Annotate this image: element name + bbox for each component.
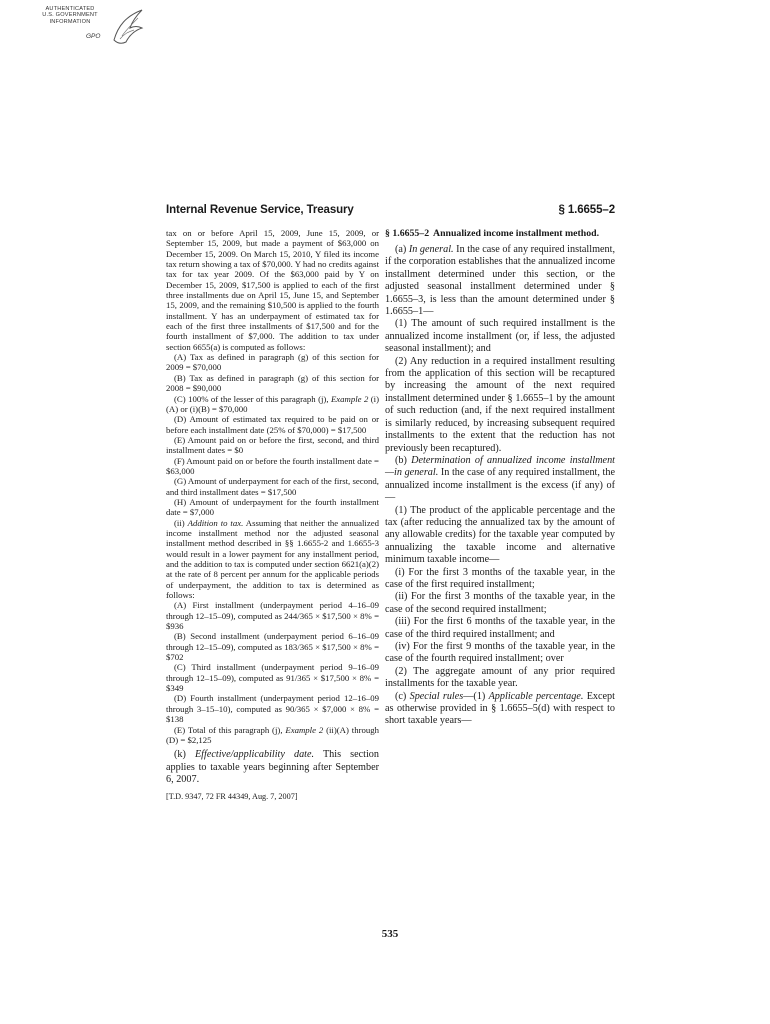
paragraph: tax on or before April 15, 2009, June 15, 2009, or September 15, 2009, but made a payment of $63,000 on December 15, 2009. On March 15, 2010, Y filed its income tax return showing a tax of $70,000. Y had no credits against tax for tax year 2009. Of the $63,000 paid by Y on December 15, 2009, $17,500 is applied to each of the first three installments due on April 15, June 15, and September 15, 2009, and the remaining $10,500 is applied to the fourth installment. Y has an underpayment of estimated tax for each of the first three installments of $17,500 and for the fourth installment of $7,000. The addition to tax under section 6655(a) is computed as follows: — [166, 228, 379, 352]
section-heading — [385, 228, 615, 240]
text: Assuming that neither the annualized income installment method nor the adjusted seasonal installment method described in §§ 1.6655-2 and 1.6655-3 would result in a lower payment for any installment period, and the addition to tax is computed under section 6621(a)(2) at the rate of 8 percent per annum for the applicable periods of underpayment, the addition to tax is determined as follows: — [166, 517, 379, 601]
paragraph: (iii) For the first 6 months of the taxable year, in the case of the third required installment; and — [385, 616, 615, 640]
seal-line-1: AUTHENTICATED — [45, 6, 95, 12]
paragraph: (1) The amount of such required installment is the annualized income installment (or, if less, the adjusted seasonal installment); and — [385, 318, 615, 355]
text: (ii) — [174, 517, 188, 528]
paragraph — [385, 244, 615, 318]
paragraph: (D) Fourth installment (underpayment period 12–16–09 through 3–15–10), computed as 90/365 × $7,000 × 8% = $138 — [166, 693, 379, 725]
text: (ii)(A) through (D) = $2,125 — [166, 724, 379, 745]
text: (b) — [395, 454, 412, 466]
text: (C) 100% of the lesser of this paragraph (j), — [174, 393, 331, 404]
paragraph — [166, 394, 379, 415]
paragraph — [166, 518, 379, 601]
text: (c) — [395, 690, 410, 702]
italic-text: In general. — [408, 244, 454, 255]
paragraph: (G) Amount of underpayment for each of the first, second, and third installment dates = $17,500 — [166, 476, 379, 497]
paragraph: (C) Third installment (underpayment period 9–16–09 through 12–15–09), computed as 91/365 × $17,500 × 8% = $349 — [166, 662, 379, 694]
running-header — [166, 204, 615, 216]
paragraph — [166, 725, 379, 746]
paragraph — [385, 691, 615, 728]
text: (k) — [174, 749, 195, 761]
italic-text: Applicable percentage. — [488, 690, 584, 702]
paragraph — [385, 455, 615, 505]
right-column — [385, 228, 615, 728]
italic-text: Special rules — [409, 690, 464, 702]
paragraph: (i) For the first 3 months of the taxable year, in the case of the first required installment; — [385, 566, 615, 590]
seal-gpo: GPO — [86, 33, 101, 40]
paragraph: (B) Second installment (underpayment period 6–16–09 through 12–15–09), computed as 183/365 × $17,500 × 8% = $702 — [166, 631, 379, 663]
header-agency: Internal Revenue Service, Treasury — [166, 204, 354, 216]
page-number: 535 — [381, 928, 399, 940]
seal-text — [28, 6, 112, 25]
gpo-authentication-seal — [28, 6, 148, 50]
section-title: Annualized income installment method. — [433, 228, 600, 239]
paragraph: (B) Tax as defined in paragraph (g) of this section for 2008 = $90,000 — [166, 372, 379, 394]
seal-line-3: INFORMATION — [49, 18, 91, 25]
paragraph: (A) First installment (underpayment period 4–16–09 through 12–15–09), computed as 244/365 × $17,500 × 8% = $936 — [166, 600, 379, 632]
text: In the case of any required installment, the annualized income installment is the excess (if any) of— — [385, 467, 615, 504]
text: In the case of any required installment, if the corporation establishes that the annualized income installment determined under this section, or the adjusted seasonal installment determined under § 1.6655–3, is less than the amount determined under § 1.6655–1— — [385, 244, 615, 318]
paragraph: (iv) For the first 9 months of the taxable year, in the case of the fourth required installment; over — [385, 641, 615, 665]
text: —(1) — [463, 690, 489, 702]
text: (i)(A) or (i)(B) = $70,000 — [166, 393, 379, 414]
left-column — [166, 228, 379, 803]
paragraph: (1) The product of the applicable percentage and the tax (after reducing the annualized tax by the amount of any allowable credits) for the taxable year computed by annualizing the taxable income and alternative minimum taxable income— — [385, 504, 615, 566]
header-section: § 1.6655–2 — [558, 204, 615, 216]
italic-text: Example 2 — [330, 393, 369, 404]
paragraph: (E) Amount paid on or before the first, second, and third installment dates = $0 — [166, 434, 379, 456]
paragraph: (ii) For the first 3 months of the taxable year, in the case of the second required installment; — [385, 591, 615, 615]
paragraph — [166, 749, 379, 786]
paragraph: (H) Amount of underpayment for the fourth installment date = $7,000 — [166, 496, 379, 518]
paragraph: (2) The aggregate amount of any prior required installments for the taxable year. — [385, 665, 615, 690]
text: This section applies to taxable years beginning after September 6, 2007. — [166, 749, 379, 785]
source-note: [T.D. 9347, 72 FR 44349, Aug. 7, 2007] — [166, 792, 298, 802]
text: (a) — [395, 244, 409, 255]
section-number: § 1.6655–2 — [385, 228, 430, 239]
text: Except as otherwise provided in § 1.6655–5(d) with respect to short taxable years— — [385, 690, 615, 727]
paragraph: (A) Tax as defined in paragraph (g) of this section for 2009 = $70,000 — [166, 352, 379, 373]
italic-text: Addition to tax. — [187, 517, 244, 528]
text: (E) Total of this paragraph (j), — [174, 724, 286, 735]
paragraph: (D) Amount of estimated tax required to be paid on or before each installment date (25% of $70,000) = $17,500 — [166, 414, 379, 435]
seal-line-2: U.S. GOVERNMENT — [42, 12, 98, 19]
italic-text: Determination of annualized income installment—in general. — [385, 454, 615, 479]
eagle-emblem-icon — [108, 6, 148, 50]
paragraph: (F) Amount paid on or before the fourth installment date = $63,000 — [166, 455, 379, 476]
paragraph: (2) Any reduction in a required installment resulting from the application of this section will be recaptured by increasing the amount of the next required installment determined under § 1.6655–1 by the amount of such reduction (and, if the next required installment is similarly reduced, by increasing subsequent required installments to the extent that the reduction has not previously been recaptured). — [385, 355, 615, 454]
italic-text: Effective/applicability date. — [194, 749, 315, 761]
italic-text: Example 2 — [285, 724, 324, 735]
